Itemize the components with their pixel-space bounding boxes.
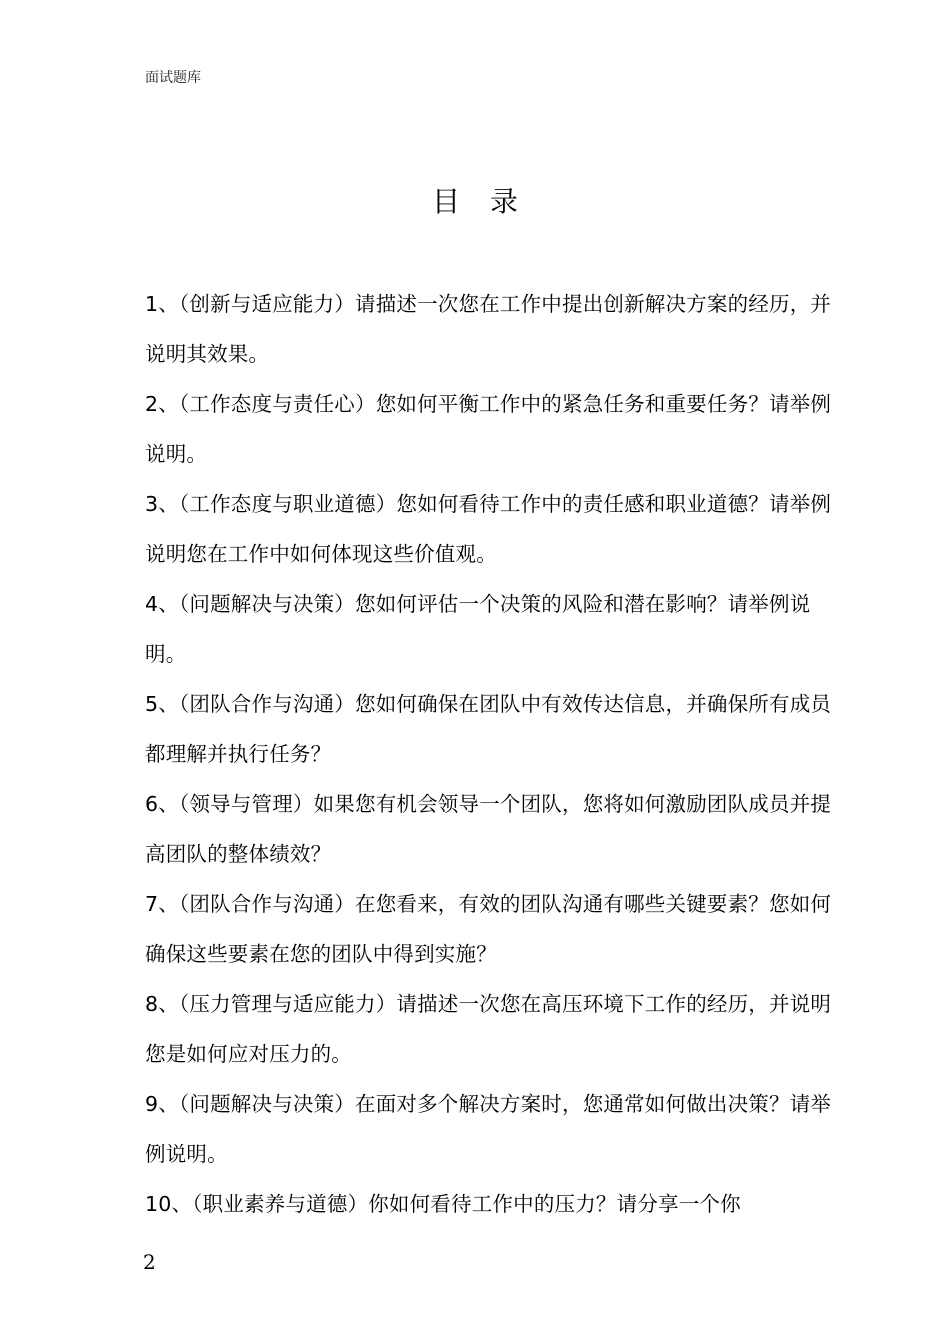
page-number: 2 (143, 1250, 156, 1274)
toc-item-8: 8、（压力管理与适应能力）请描述一次您在高压环境下工作的经历，并说明您是如何应对压力的。 (145, 992, 832, 1066)
toc-item-4: 4、（问题解决与决策）您如何评估一个决策的风险和潜在影响？请举例说明。 (145, 592, 811, 666)
toc-item-10: 10、（职业素养与道德）你如何看待工作中的压力？请分享一个你 (145, 1192, 741, 1216)
running-header: 面试题库 (145, 70, 201, 86)
toc-title: 目录 (431, 185, 548, 218)
toc-item-9: 9、（问题解决与决策）在面对多个解决方案时，您通常如何做出决策？请举例说明。 (145, 1092, 832, 1166)
toc-item-6: 6、（领导与管理）如果您有机会领导一个团队，您将如何激励团队成员并提高团队的整体绩效？ (145, 792, 832, 866)
toc-list (145, 279, 835, 1229)
toc-item-5: 5、（团队合作与沟通）您如何确保在团队中有效传达信息，并确保所有成员都理解并执行任务？ (145, 692, 832, 766)
toc-item-7: 7、（团队合作与沟通）在您看来，有效的团队沟通有哪些关键要素？您如何确保这些要素在您的团队中得到实施？ (145, 892, 832, 966)
toc-item-1: 1、（创新与适应能力）请描述一次您在工作中提出创新解决方案的经历，并说明其效果。 (145, 292, 832, 366)
toc-item-2: 2、（工作态度与责任心）您如何平衡工作中的紧急任务和重要任务？请举例说明。 (145, 392, 832, 466)
toc-item-3: 3、（工作态度与职业道德）您如何看待工作中的责任感和职业道德？请举例说明您在工作中如何体现这些价值观。 (145, 492, 832, 566)
